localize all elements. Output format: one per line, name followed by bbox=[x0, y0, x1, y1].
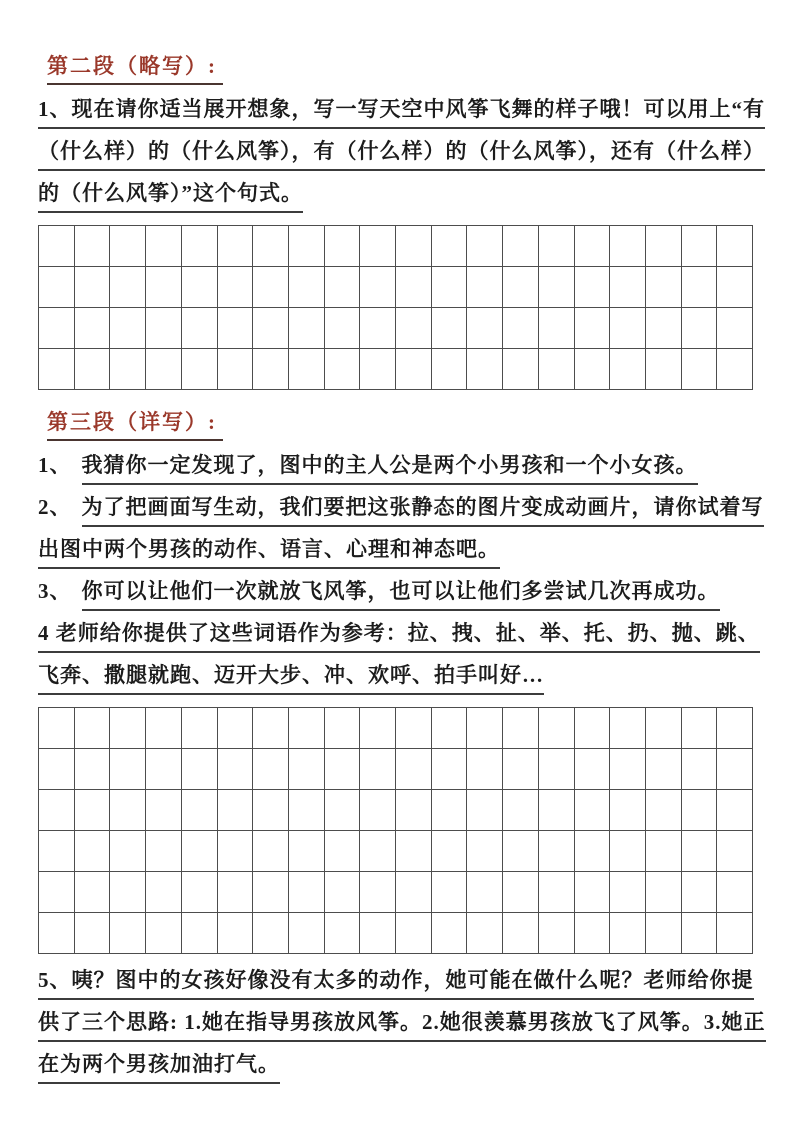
grid-cell bbox=[610, 790, 646, 831]
grid-cell bbox=[432, 872, 468, 913]
grid-cell bbox=[75, 749, 111, 790]
grid-cell bbox=[360, 349, 396, 390]
grid-cell bbox=[39, 708, 75, 749]
grid-cell bbox=[289, 308, 325, 349]
grid-cell bbox=[575, 872, 611, 913]
grid-cell bbox=[539, 749, 575, 790]
grid-cell bbox=[110, 872, 146, 913]
grid-cell bbox=[575, 226, 611, 267]
grid-cell bbox=[75, 226, 111, 267]
grid-cell bbox=[182, 349, 218, 390]
grid-cell bbox=[182, 872, 218, 913]
grid-cell bbox=[467, 831, 503, 872]
grid-cell bbox=[503, 913, 539, 954]
grid-cell bbox=[682, 708, 718, 749]
grid-cell bbox=[432, 790, 468, 831]
grid-cell bbox=[396, 267, 432, 308]
instruction-text: 飞奔、撒腿就跑、迈开大步、冲、欢呼、拍手叫好… bbox=[38, 665, 544, 695]
grid-cell bbox=[218, 913, 254, 954]
grid-cell bbox=[682, 267, 718, 308]
grid-cell bbox=[110, 308, 146, 349]
instruction-text: 供了三个思路: 1.她在指导男孩放风筝。2.她很羡慕男孩放飞了风筝。3.她正 bbox=[38, 1012, 766, 1042]
grid-cell bbox=[610, 749, 646, 790]
instruction-line bbox=[38, 495, 764, 527]
grid-cell bbox=[646, 913, 682, 954]
grid-cell bbox=[182, 749, 218, 790]
grid-cell bbox=[646, 267, 682, 308]
grid-cell bbox=[539, 913, 575, 954]
instruction-line bbox=[38, 665, 753, 695]
grid-cell bbox=[39, 913, 75, 954]
grid-cell bbox=[325, 790, 361, 831]
instruction-text: 4 老师给你提供了这些词语作为参考：拉、拽、扯、举、托、扔、抛、跳、 bbox=[38, 623, 760, 653]
grid-cell bbox=[110, 790, 146, 831]
paragraph-line bbox=[38, 183, 753, 213]
grid-cell bbox=[253, 267, 289, 308]
grid-cell bbox=[75, 349, 111, 390]
grid-cell bbox=[396, 349, 432, 390]
grid-cell bbox=[610, 708, 646, 749]
grid-cell bbox=[575, 831, 611, 872]
grid-cell bbox=[146, 913, 182, 954]
instruction-line bbox=[38, 539, 753, 569]
grid-cell bbox=[575, 267, 611, 308]
grid-cell bbox=[75, 831, 111, 872]
grid-cell bbox=[289, 349, 325, 390]
grid-cell bbox=[467, 790, 503, 831]
instruction-line bbox=[38, 455, 753, 485]
writing-grid-brief bbox=[38, 225, 753, 390]
grid-cell bbox=[682, 913, 718, 954]
instruction-line bbox=[38, 1054, 753, 1084]
grid-cell bbox=[682, 226, 718, 267]
grid-cell bbox=[253, 749, 289, 790]
grid-cell bbox=[182, 913, 218, 954]
grid-cell bbox=[39, 267, 75, 308]
grid-cell bbox=[39, 226, 75, 267]
section-detail-heading: 第三段（详写）: bbox=[47, 406, 223, 441]
grid-cell bbox=[432, 308, 468, 349]
grid-cell bbox=[146, 349, 182, 390]
grid-cell bbox=[539, 872, 575, 913]
grid-cell bbox=[539, 308, 575, 349]
grid-cell bbox=[253, 790, 289, 831]
grid-cell bbox=[39, 831, 75, 872]
grid-cell bbox=[146, 749, 182, 790]
grid-cell bbox=[539, 349, 575, 390]
grid-cell bbox=[610, 872, 646, 913]
grid-cell bbox=[325, 708, 361, 749]
section-detail-header bbox=[38, 406, 753, 441]
grid-cell bbox=[146, 226, 182, 267]
instruction-line bbox=[38, 621, 760, 653]
grid-cell bbox=[182, 790, 218, 831]
grid-cell bbox=[289, 226, 325, 267]
grid-cell bbox=[610, 913, 646, 954]
grid-cell bbox=[75, 308, 111, 349]
grid-cell bbox=[75, 913, 111, 954]
instruction-line bbox=[38, 581, 753, 611]
grid-cell bbox=[218, 872, 254, 913]
grid-cell bbox=[39, 872, 75, 913]
grid-cell bbox=[682, 308, 718, 349]
grid-cell bbox=[289, 267, 325, 308]
grid-cell bbox=[39, 790, 75, 831]
grid-cell bbox=[503, 226, 539, 267]
grid-cell bbox=[467, 308, 503, 349]
grid-cell bbox=[253, 349, 289, 390]
grid-cell bbox=[503, 308, 539, 349]
grid-cell bbox=[610, 267, 646, 308]
grid-cell bbox=[360, 790, 396, 831]
grid-cell bbox=[75, 267, 111, 308]
grid-cell bbox=[646, 831, 682, 872]
grid-cell bbox=[289, 872, 325, 913]
grid-cell bbox=[717, 872, 753, 913]
grid-cell bbox=[146, 708, 182, 749]
grid-cell bbox=[646, 790, 682, 831]
grid-cell bbox=[110, 749, 146, 790]
grid-cell bbox=[75, 790, 111, 831]
instruction-text: 为了把画面写生动，我们要把这张静态的图片变成动画片，请你试着写 bbox=[82, 497, 764, 527]
grid-cell bbox=[218, 267, 254, 308]
grid-cell bbox=[717, 267, 753, 308]
grid-cell bbox=[467, 913, 503, 954]
grid-cell bbox=[39, 749, 75, 790]
grid-cell bbox=[575, 913, 611, 954]
grid-cell bbox=[360, 708, 396, 749]
grid-cell bbox=[396, 872, 432, 913]
grid-cell bbox=[396, 913, 432, 954]
grid-cell bbox=[146, 831, 182, 872]
grid-cell bbox=[218, 708, 254, 749]
grid-cell bbox=[467, 349, 503, 390]
grid-cell bbox=[575, 708, 611, 749]
grid-cell bbox=[360, 308, 396, 349]
grid-cell bbox=[218, 349, 254, 390]
grid-cell bbox=[218, 831, 254, 872]
grid-cell bbox=[253, 831, 289, 872]
grid-cell bbox=[218, 790, 254, 831]
grid-cell bbox=[110, 913, 146, 954]
grid-cell bbox=[182, 708, 218, 749]
grid-cell bbox=[218, 226, 254, 267]
grid-cell bbox=[682, 872, 718, 913]
grid-cell bbox=[325, 913, 361, 954]
grid-cell bbox=[396, 749, 432, 790]
grid-cell bbox=[717, 349, 753, 390]
grid-cell bbox=[432, 749, 468, 790]
grid-cell bbox=[75, 872, 111, 913]
grid-cell bbox=[646, 226, 682, 267]
item-number: 2、 bbox=[38, 495, 72, 519]
grid-cell bbox=[396, 226, 432, 267]
grid-cell bbox=[360, 872, 396, 913]
grid-cell bbox=[432, 831, 468, 872]
grid-cell bbox=[503, 349, 539, 390]
instruction-line bbox=[38, 1010, 766, 1042]
item-number: 3、 bbox=[38, 579, 72, 603]
grid-cell bbox=[289, 708, 325, 749]
paragraph-text: 1、现在请你适当展开想象，写一写天空中风筝飞舞的样子哦！可以用上“有 bbox=[38, 99, 765, 129]
grid-cell bbox=[396, 308, 432, 349]
grid-cell bbox=[253, 308, 289, 349]
grid-cell bbox=[39, 308, 75, 349]
grid-cell bbox=[253, 872, 289, 913]
grid-cell bbox=[325, 226, 361, 267]
paragraph-line bbox=[38, 97, 765, 129]
grid-cell bbox=[325, 831, 361, 872]
grid-cell bbox=[218, 308, 254, 349]
grid-cell bbox=[503, 708, 539, 749]
grid-cell bbox=[110, 226, 146, 267]
section-brief-heading: 第二段（略写）: bbox=[47, 50, 223, 85]
grid-cell bbox=[289, 790, 325, 831]
grid-cell bbox=[289, 913, 325, 954]
grid-cell bbox=[467, 267, 503, 308]
grid-cell bbox=[182, 226, 218, 267]
instruction-text: 出图中两个男孩的动作、语言、心理和神态吧。 bbox=[38, 539, 500, 569]
grid-cell bbox=[682, 749, 718, 790]
grid-cell bbox=[289, 749, 325, 790]
grid-cell bbox=[360, 749, 396, 790]
grid-cell bbox=[646, 308, 682, 349]
instruction-text: 我猜你一定发现了，图中的主人公是两个小男孩和一个小女孩。 bbox=[82, 455, 698, 485]
grid-cell bbox=[646, 349, 682, 390]
paragraph-text: （什么样）的（什么风筝），有（什么样）的（什么风筝），还有（什么样） bbox=[38, 141, 765, 171]
grid-cell bbox=[467, 708, 503, 749]
grid-cell bbox=[575, 749, 611, 790]
grid-cell bbox=[682, 790, 718, 831]
grid-cell bbox=[539, 226, 575, 267]
grid-cell bbox=[253, 913, 289, 954]
grid-cell bbox=[325, 749, 361, 790]
grid-cell bbox=[610, 349, 646, 390]
grid-cell bbox=[146, 267, 182, 308]
instruction-text: 在为两个男孩加油打气。 bbox=[38, 1054, 280, 1084]
grid-cell bbox=[539, 267, 575, 308]
grid-cell bbox=[360, 831, 396, 872]
grid-cell bbox=[539, 831, 575, 872]
grid-cell bbox=[146, 790, 182, 831]
grid-cell bbox=[325, 349, 361, 390]
grid-cell bbox=[539, 708, 575, 749]
grid-cell bbox=[575, 308, 611, 349]
grid-cell bbox=[432, 267, 468, 308]
grid-cell bbox=[396, 790, 432, 831]
grid-cell bbox=[253, 708, 289, 749]
grid-cell bbox=[325, 872, 361, 913]
grid-cell bbox=[110, 267, 146, 308]
grid-cell bbox=[146, 872, 182, 913]
grid-cell bbox=[110, 349, 146, 390]
grid-cell bbox=[182, 308, 218, 349]
grid-cell bbox=[575, 790, 611, 831]
grid-cell bbox=[503, 749, 539, 790]
grid-cell bbox=[503, 267, 539, 308]
instruction-text: 5、咦？图中的女孩好像没有太多的动作，她可能在做什么呢？老师给你提 bbox=[38, 970, 754, 1000]
item-number: 1、 bbox=[38, 453, 72, 477]
instruction-line bbox=[38, 970, 753, 1000]
grid-cell bbox=[646, 749, 682, 790]
grid-cell bbox=[682, 349, 718, 390]
paragraph-text: 的（什么风筝）”这个句式。 bbox=[38, 183, 303, 213]
grid-cell bbox=[360, 226, 396, 267]
grid-cell bbox=[717, 913, 753, 954]
grid-cell bbox=[717, 226, 753, 267]
grid-cell bbox=[432, 708, 468, 749]
grid-cell bbox=[539, 790, 575, 831]
grid-cell bbox=[467, 226, 503, 267]
grid-cell bbox=[503, 790, 539, 831]
grid-cell bbox=[717, 308, 753, 349]
grid-cell bbox=[396, 831, 432, 872]
grid-cell bbox=[218, 749, 254, 790]
section-brief-header bbox=[38, 50, 753, 85]
grid-cell bbox=[325, 267, 361, 308]
grid-cell bbox=[39, 349, 75, 390]
grid-cell bbox=[289, 831, 325, 872]
grid-cell bbox=[110, 831, 146, 872]
instruction-text: 你可以让他们一次就放飞风筝，也可以让他们多尝试几次再成功。 bbox=[82, 581, 720, 611]
grid-cell bbox=[610, 308, 646, 349]
grid-cell bbox=[325, 308, 361, 349]
grid-cell bbox=[146, 308, 182, 349]
grid-cell bbox=[646, 872, 682, 913]
grid-cell bbox=[360, 267, 396, 308]
grid-cell bbox=[467, 749, 503, 790]
grid-cell bbox=[646, 708, 682, 749]
grid-cell bbox=[682, 831, 718, 872]
grid-cell bbox=[432, 226, 468, 267]
grid-cell bbox=[717, 831, 753, 872]
grid-cell bbox=[253, 226, 289, 267]
grid-cell bbox=[717, 708, 753, 749]
grid-cell bbox=[717, 790, 753, 831]
grid-cell bbox=[503, 872, 539, 913]
grid-cell bbox=[110, 708, 146, 749]
grid-cell bbox=[575, 349, 611, 390]
grid-cell bbox=[182, 831, 218, 872]
grid-cell bbox=[396, 708, 432, 749]
grid-cell bbox=[432, 913, 468, 954]
grid-cell bbox=[75, 708, 111, 749]
grid-cell bbox=[503, 831, 539, 872]
paragraph-line bbox=[38, 139, 765, 171]
grid-cell bbox=[182, 267, 218, 308]
grid-cell bbox=[360, 913, 396, 954]
grid-cell bbox=[717, 749, 753, 790]
grid-cell bbox=[432, 349, 468, 390]
grid-cell bbox=[610, 831, 646, 872]
writing-grid-detail bbox=[38, 707, 753, 954]
grid-cell bbox=[610, 226, 646, 267]
grid-cell bbox=[467, 872, 503, 913]
